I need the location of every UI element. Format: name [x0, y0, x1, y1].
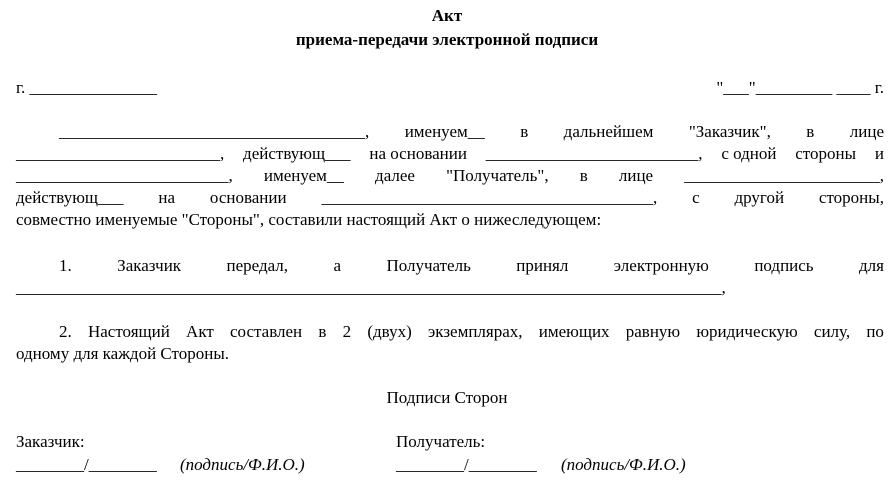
text-word: на: [158, 188, 176, 207]
text-word: стороны,: [818, 188, 884, 207]
text-word: именуем__: [263, 166, 344, 185]
signatures-heading: Подписи Сторон: [386, 388, 508, 407]
text-word: и: [874, 144, 884, 163]
text-word: равную: [625, 322, 681, 341]
text-word: ____________________________________,: [59, 122, 370, 141]
text-word: стороны: [795, 144, 857, 163]
date-field: "___"_________ ____ г.: [716, 78, 884, 97]
recipient-label: Получатель:: [396, 432, 486, 451]
text-word: юридическую: [696, 322, 798, 341]
text-word: лице: [849, 122, 884, 141]
text-word: Настоящий: [87, 322, 170, 341]
recipient-signature-line: ________/________: [396, 455, 537, 474]
intro-line-1: [59, 122, 884, 142]
text-word: 2.: [59, 322, 72, 341]
text-word: Заказчик: [117, 256, 182, 275]
text-word: именуем__: [404, 122, 485, 141]
text-word: действующ___: [243, 144, 351, 163]
text-word: (двух): [367, 322, 412, 341]
text-word: экземплярах,: [427, 322, 523, 341]
text-word: другой: [734, 188, 785, 207]
city-field: г. _______________: [16, 78, 158, 97]
text-word: _______________________________________,: [321, 188, 658, 207]
text-word: подпись: [754, 256, 814, 275]
text-word: действующ___: [16, 188, 124, 207]
customer-label: Заказчик:: [16, 432, 85, 451]
text-word: принял: [516, 256, 569, 275]
text-word: Получатель: [386, 256, 471, 275]
text-word: дальнейшем: [563, 122, 654, 141]
text-word: с: [692, 188, 700, 207]
text-word: _________________________,: [485, 144, 703, 163]
text-word: в: [579, 166, 588, 185]
intro-line-3: [16, 166, 884, 186]
clause-2-line-2: одному для каждой Стороны.: [16, 344, 230, 363]
text-word: в: [520, 122, 529, 141]
clause-2-line-1: [59, 322, 884, 342]
text-word: электронную: [613, 256, 709, 275]
document-title: Акт: [431, 6, 463, 25]
intro-line-2: [16, 144, 884, 164]
recipient-signature-hint: (подпись/Ф.И.О.): [561, 455, 686, 474]
intro-line-5: совместно именуемые "Стороны", составили настоящий Акт о нижеследующем:: [16, 210, 602, 229]
clause-1-line-2: ___________________________________________________________________________________,: [16, 278, 726, 297]
text-word: 1.: [59, 256, 72, 275]
text-word: основании: [209, 188, 287, 207]
text-word: ________________________,: [16, 144, 225, 163]
text-word: Акт: [186, 322, 214, 341]
document-subtitle: приема-передачи электронной подписи: [295, 30, 599, 49]
text-word: составлен: [230, 322, 303, 341]
text-word: а: [333, 256, 342, 275]
text-word: для: [859, 256, 884, 275]
clause-1-line-1: [59, 256, 884, 276]
intro-line-4: [16, 188, 884, 208]
text-word: _______________________,: [684, 166, 884, 185]
customer-signature-hint: (подпись/Ф.И.О.): [180, 455, 305, 474]
text-word: лице: [618, 166, 654, 185]
text-word: передал,: [226, 256, 289, 275]
text-word: 2: [342, 322, 352, 341]
text-word: "Заказчик",: [688, 122, 771, 141]
text-word: с одной: [721, 144, 777, 163]
text-word: "Получатель",: [446, 166, 549, 185]
text-word: в: [318, 322, 327, 341]
text-word: _________________________,: [16, 166, 233, 185]
text-word: на основании: [369, 144, 467, 163]
text-word: по: [866, 322, 884, 341]
text-word: имеющих: [538, 322, 610, 341]
text-word: далее: [375, 166, 415, 185]
text-word: силу,: [813, 322, 851, 341]
customer-signature-line: ________/________: [16, 455, 157, 474]
text-word: в: [806, 122, 815, 141]
